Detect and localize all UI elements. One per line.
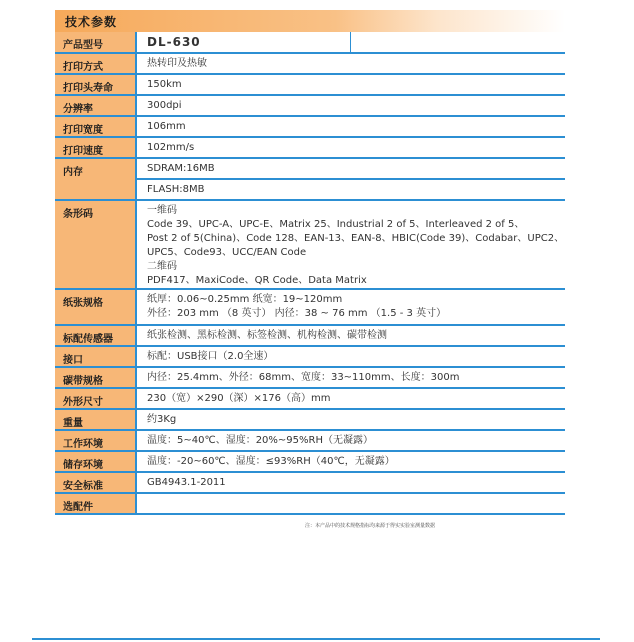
spec-label: 条形码 (55, 200, 136, 289)
spec-value-barcode (136, 200, 565, 289)
spec-row-work-env (55, 430, 565, 451)
spec-row-resolution (55, 95, 565, 116)
spec-label: 内存 (55, 158, 136, 200)
spec-row-paper (55, 289, 565, 325)
barcode-line: PDF417、MaxiCode、QR Code、Data Matrix (147, 275, 367, 286)
spec-row-model (55, 32, 565, 53)
barcode-line: UPC5、Code93、UCC/EAN Code (147, 247, 307, 258)
spec-label: 打印头寿命 (55, 74, 136, 95)
barcode-line: 一维码 (147, 205, 177, 216)
spec-value-model: DL-630 (136, 32, 350, 53)
spec-label: 打印方式 (55, 53, 136, 74)
spec-label: 选配件 (55, 493, 136, 514)
spec-label: 打印宽度 (55, 116, 136, 137)
spec-label: 打印速度 (55, 137, 136, 158)
spec-value: 230（宽）×290（深）×176（高）mm (136, 388, 565, 409)
spec-value: SDRAM:16MB (136, 158, 565, 179)
spec-value: 纸张检测、黑标检测、标签检测、机构检测、碳带检测 (136, 325, 565, 346)
spec-value: FLASH:8MB (136, 179, 565, 200)
spec-row-storage-env (55, 451, 565, 472)
spec-row-memory (55, 158, 565, 179)
spec-row-weight (55, 409, 565, 430)
spec-row-print-method (55, 53, 565, 74)
spec-value: 102mm/s (136, 137, 565, 158)
footer-divider (32, 638, 600, 640)
barcode-line: 二维码 (147, 261, 177, 272)
spec-value (136, 493, 565, 514)
section-title: 技术参数 (55, 10, 565, 32)
spec-row-print-width (55, 116, 565, 137)
spec-value-paper (136, 289, 565, 325)
spec-table (55, 32, 565, 515)
spec-row-accessories (55, 493, 565, 514)
spec-value: 热转印及热敏 (136, 53, 565, 74)
spec-row-ribbon (55, 367, 565, 388)
spec-value: 温度：5~40℃、湿度：20%~95%RH（无凝露） (136, 430, 565, 451)
spec-value: 内径：25.4mm、外径：68mm、宽度：33~110mm、长度：300m (136, 367, 565, 388)
barcode-line: Code 39、UPC-A、UPC-E、Matrix 25、Industrial 2 of 5、Interleaved 2 of 5、 (147, 219, 525, 230)
spec-row-print-speed (55, 137, 565, 158)
spec-value: 150km (136, 74, 565, 95)
spec-value: GB4943.1-2011 (136, 472, 565, 493)
spec-label: 接口 (55, 346, 136, 367)
spec-extra-cell (350, 32, 565, 53)
spec-row-safety (55, 472, 565, 493)
spec-label: 工作环境 (55, 430, 136, 451)
spec-value: 约3Kg (136, 409, 565, 430)
paper-line: 纸厚：0.06~0.25mm 纸宽：19~120mm (147, 294, 343, 305)
spec-value: 106mm (136, 116, 565, 137)
spec-label: 安全标准 (55, 472, 136, 493)
barcode-line: Post 2 of 5(China)、Code 128、EAN-13、EAN-8、HBIC(Code 39)、Codabar、UPC2、 (147, 233, 565, 244)
footnote: 注：本产品中的技术规格指标均来源于得实实验室测量数据 (305, 523, 436, 529)
spec-row-head-life (55, 74, 565, 95)
paper-line: 外径：203 mm （8 英寸） 内径：38 ~ 76 mm （1.5 - 3 英寸） (147, 308, 447, 319)
spec-sheet (55, 10, 565, 515)
spec-row-dimensions (55, 388, 565, 409)
spec-label: 重量 (55, 409, 136, 430)
spec-label: 产品型号 (55, 32, 136, 53)
spec-value: 温度：-20~60℃、湿度：≤93%RH（40℃，无凝露） (136, 451, 565, 472)
spec-label: 储存环境 (55, 451, 136, 472)
spec-row-sensor (55, 325, 565, 346)
spec-row-interface (55, 346, 565, 367)
spec-label: 分辨率 (55, 95, 136, 116)
spec-value: 300dpi (136, 95, 565, 116)
spec-row-barcode (55, 200, 565, 289)
spec-label: 纸张规格 (55, 289, 136, 325)
spec-value: 标配：USB接口（2.0全速） (136, 346, 565, 367)
spec-label: 标配传感器 (55, 325, 136, 346)
spec-label: 外形尺寸 (55, 388, 136, 409)
spec-label: 碳带规格 (55, 367, 136, 388)
